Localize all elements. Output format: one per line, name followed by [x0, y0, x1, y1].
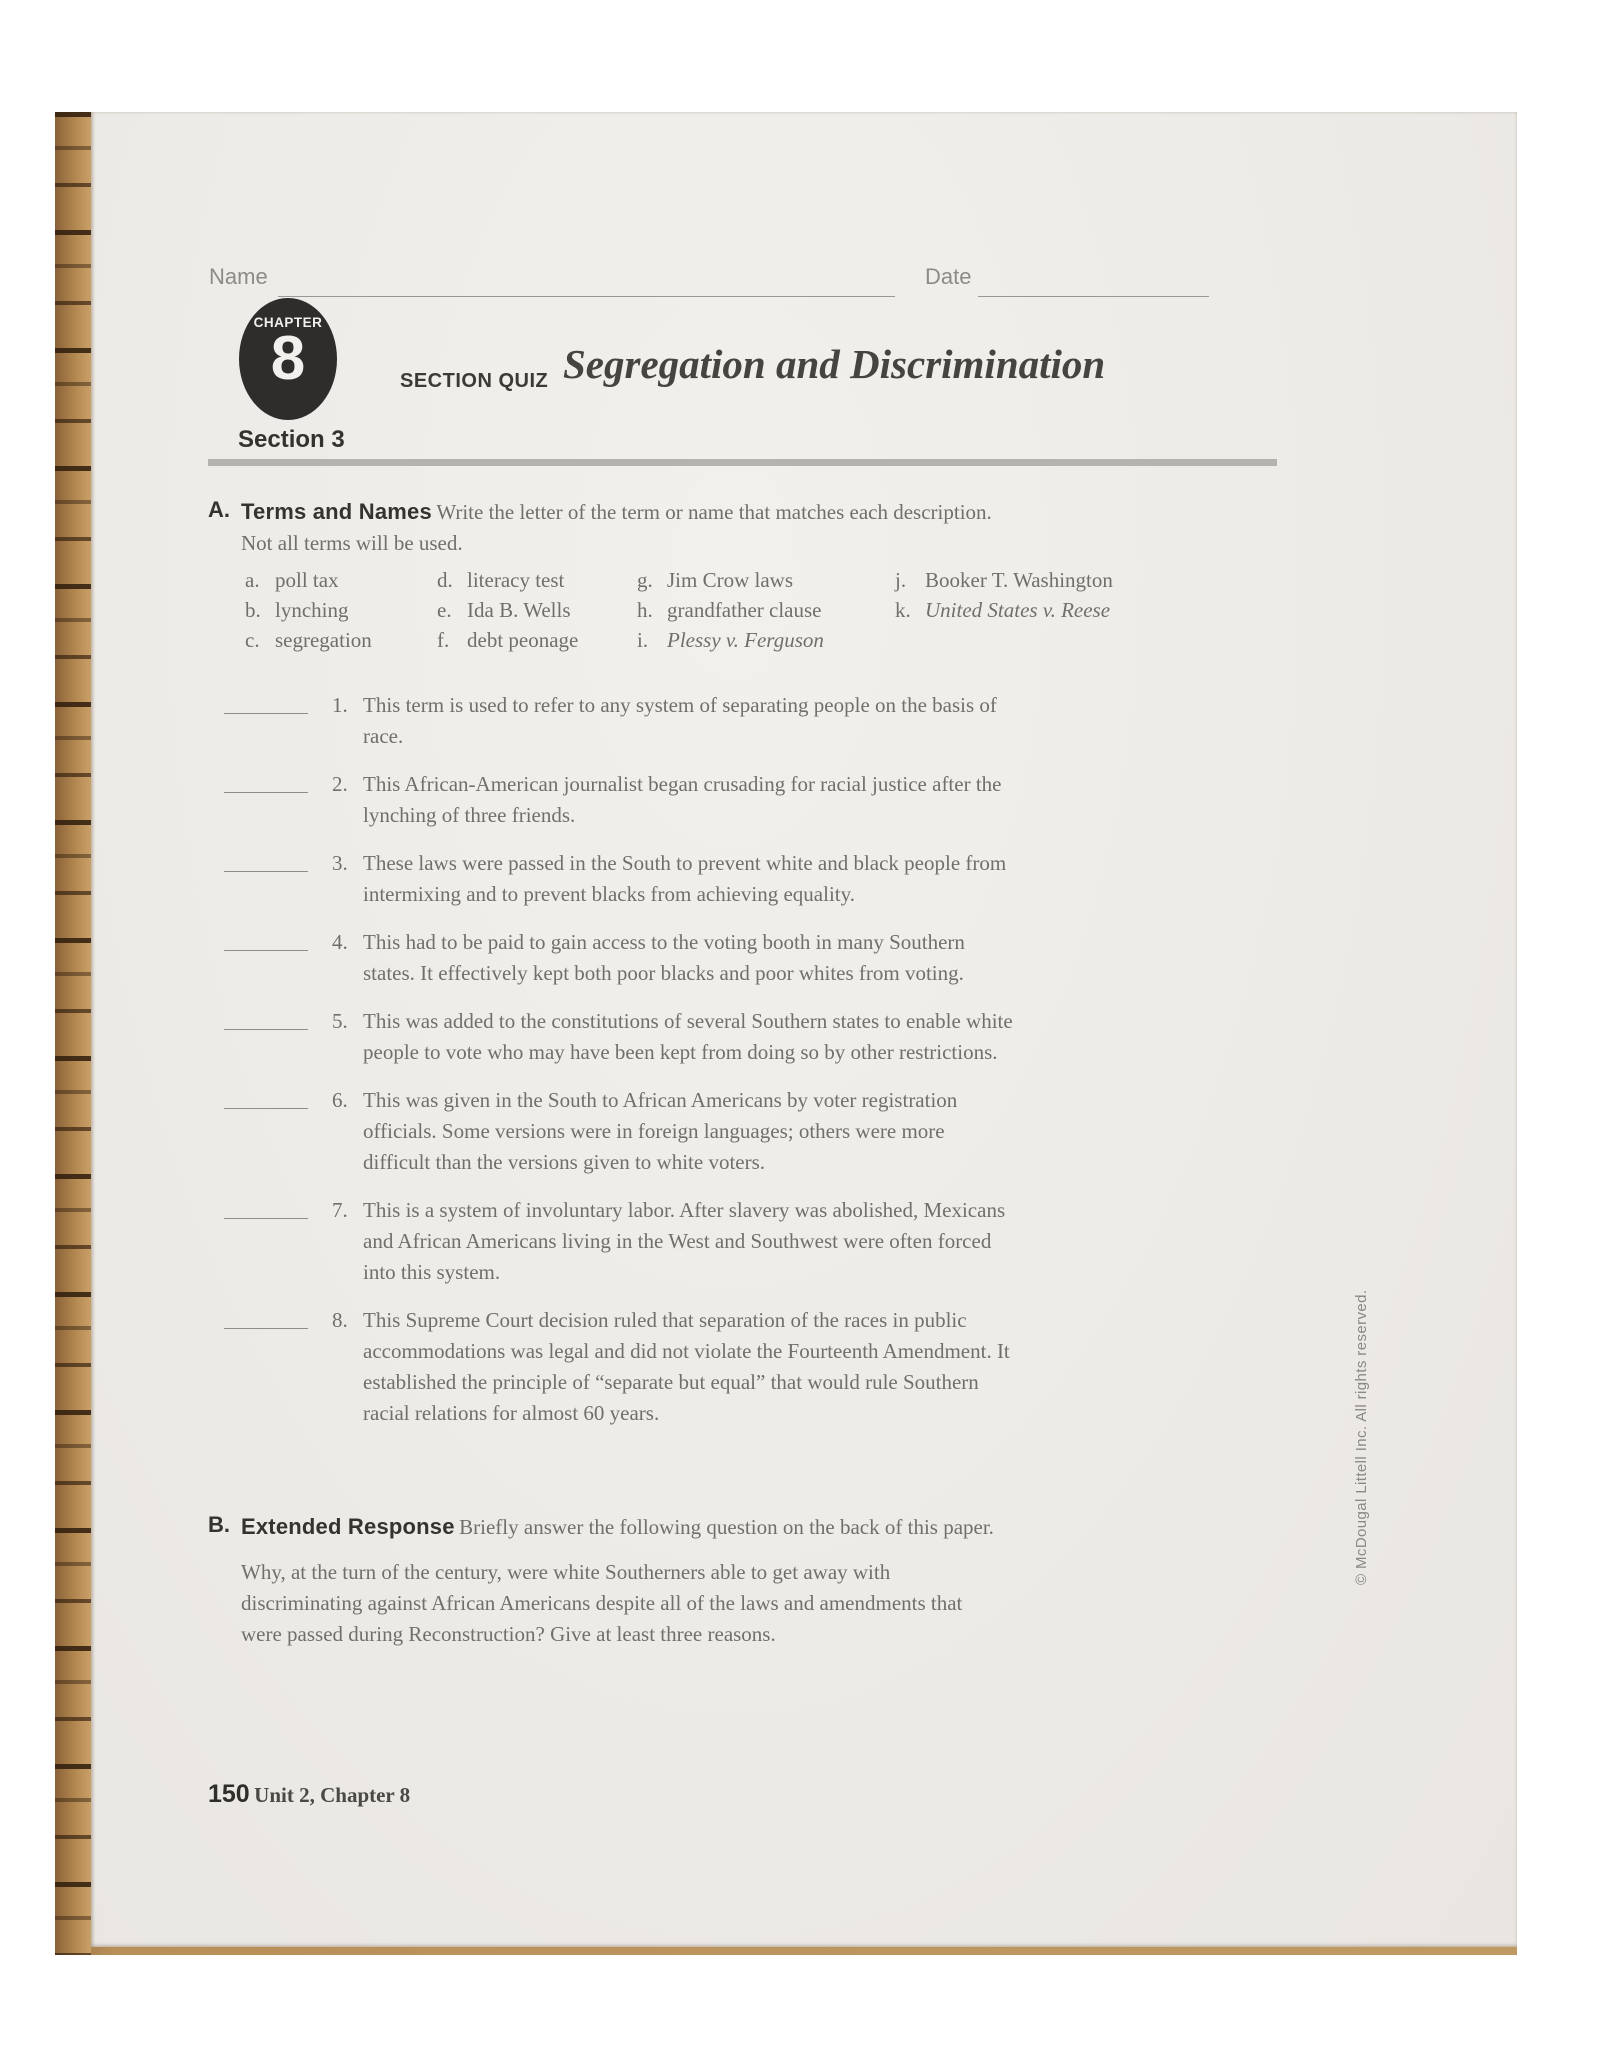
term-text: Plessy v. Ferguson [667, 628, 824, 652]
term-letter: f. [437, 628, 450, 652]
term-letter: j. [895, 568, 907, 592]
term-item [895, 595, 1113, 625]
term-letter: d. [437, 568, 453, 592]
page-footer [208, 1780, 410, 1809]
chapter-badge-label: CHAPTER [253, 315, 323, 330]
question-text: These laws were passed in the South to prevent white and black people from intermixing and to prevent blacks from achieving equality. [363, 851, 1007, 906]
term-text: United States v. Reese [925, 598, 1111, 622]
name-label: Name [209, 264, 268, 289]
term-item [245, 565, 437, 595]
term-letter: e. [437, 598, 452, 622]
term-item [245, 625, 437, 655]
book-reference: Unit 2, Chapter 8 [254, 1783, 411, 1807]
page-title: Segregation and Discrimination [563, 341, 1106, 387]
term-letter: b. [245, 598, 261, 622]
terms-column [245, 565, 437, 655]
question-number: 2. [332, 772, 348, 796]
term-text: segregation [275, 628, 372, 652]
question-row [224, 1195, 1024, 1288]
question-text: This African-American journalist began crusading for racial justice after the lynching of three friends. [363, 772, 1002, 827]
question-number: 8. [332, 1308, 348, 1332]
answer-blank [224, 690, 308, 714]
question-row [224, 927, 1024, 989]
term-item [637, 595, 895, 625]
term-item [437, 625, 637, 655]
term-item [637, 565, 895, 595]
date-blank-line [978, 296, 1209, 297]
copyright-notice: © McDougal Littell Inc. All rights reserved. [1353, 1289, 1370, 1585]
term-item [437, 565, 637, 595]
term-text: Ida B. Wells [467, 598, 571, 622]
part-b-instructions: Briefly answer the following question on the back of this paper. [459, 1515, 994, 1539]
term-text: lynching [275, 598, 349, 622]
book-binding-edge [55, 112, 91, 1955]
part-a-label: A. [208, 497, 230, 522]
question-row [224, 848, 1024, 910]
term-text: Jim Crow laws [667, 568, 793, 592]
questions-list [224, 690, 1024, 1446]
question-row [224, 1305, 1024, 1429]
name-blank-line [278, 296, 895, 297]
term-letter: h. [637, 598, 653, 622]
terms-list [245, 565, 1113, 655]
quiz-kicker: SECTION QUIZ [400, 370, 549, 392]
term-item [437, 595, 637, 625]
question-row [224, 1085, 1024, 1178]
term-text: poll tax [275, 568, 339, 592]
question-text: This Supreme Court decision ruled that separation of the races in public accommodations was legal and did not violate the Fourteenth Amendment. It established the principle of “separate but equal” that would rule Southern racial relations for almost 60 years. [363, 1308, 1010, 1425]
question-row [224, 769, 1024, 831]
question-number: 4. [332, 930, 348, 954]
section-label: Section 3 [238, 426, 345, 453]
term-letter: a. [245, 568, 260, 592]
term-text: debt peonage [467, 628, 579, 652]
term-item [895, 565, 1113, 595]
term-item [637, 625, 895, 655]
term-text: literacy test [467, 568, 565, 592]
question-number: 5. [332, 1009, 348, 1033]
question-text: This term is used to refer to any system of separating people on the basis of race. [363, 693, 997, 748]
extended-response-question: Why, at the turn of the century, were white Southerners able to get away with discriminating against African Americans despite all of the laws and amendments that were passed during Reconstruction? Give at least three reasons. [241, 1560, 963, 1646]
date-label: Date [925, 264, 972, 289]
scanned-page-photo [55, 112, 1517, 1955]
worksheet-paper [91, 112, 1517, 1947]
answer-blank [224, 1195, 308, 1219]
terms-column [637, 565, 895, 655]
answer-blank [224, 1006, 308, 1030]
question-text: This is a system of involuntary labor. After slavery was abolished, Mexicans and African Americans living in the West and Southwest were often forced into this system. [363, 1198, 1006, 1284]
question-text: This was added to the constitutions of several Southern states to enable white people to vote who may have been kept from doing so by other restrictions. [363, 1009, 1013, 1064]
term-letter: g. [637, 568, 653, 592]
term-text: grandfather clause [667, 598, 822, 622]
question-number: 7. [332, 1198, 348, 1222]
term-letter: i. [637, 628, 649, 652]
part-a-instructions: Write the letter of the term or name that matches each description. Not all terms will be used. [241, 500, 992, 555]
chapter-badge-number: 8 [270, 324, 306, 393]
question-number: 3. [332, 851, 348, 875]
terms-column [437, 565, 637, 655]
question-number: 1. [332, 693, 348, 717]
answer-blank [224, 1085, 308, 1109]
part-b-label: B. [208, 1512, 230, 1537]
page-number: 150 [208, 1780, 250, 1808]
question-text: This was given in the South to African Americans by voter registration officials. Some versions were in foreign languages; others were more difficult than the versions given to white voters. [363, 1088, 958, 1174]
question-text: This had to be paid to gain access to the voting booth in many Southern states. It effectively kept both poor blacks and poor whites from voting. [363, 930, 965, 985]
answer-blank [224, 769, 308, 793]
part-b-heading: Extended Response [241, 1514, 455, 1539]
header-divider [208, 459, 1277, 466]
chapter-badge [239, 298, 337, 420]
term-item [245, 595, 437, 625]
answer-blank [224, 927, 308, 951]
answer-blank [224, 1305, 308, 1329]
terms-column [895, 565, 1113, 655]
question-number: 6. [332, 1088, 348, 1112]
term-text: Booker T. Washington [925, 568, 1113, 592]
term-letter: c. [245, 628, 260, 652]
part-a-heading: Terms and Names [241, 499, 432, 524]
term-letter: k. [895, 598, 911, 622]
question-row [224, 690, 1024, 752]
question-row [224, 1006, 1024, 1068]
answer-blank [224, 848, 308, 872]
